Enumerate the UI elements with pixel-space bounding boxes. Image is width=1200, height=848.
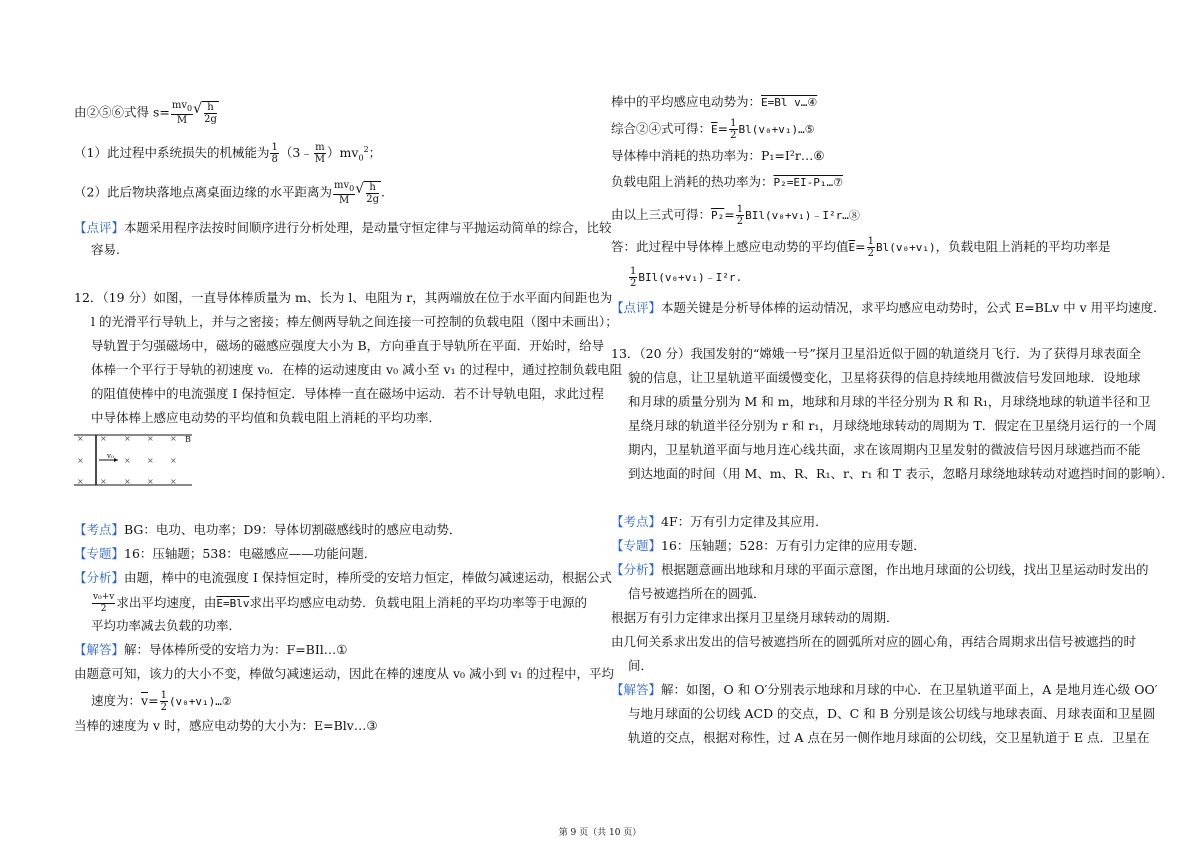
dianping-1: 【点评】本题采用程序法按时间顺序进行分析处理，是动量守恒定律与平抛运动简单的综合，比较 [74,220,612,235]
fenxi-12: 【分析】由题，棒中的电流强度 I 保持恒定时，棒所受的安培力恒定，棒做匀减速运动，根据公式 [74,570,612,585]
eq-5: 综合②④式可得：$\overline{E}=$ $\frac{1}{2}$ Bl(v₀+v₁)…⑤ [611,118,815,141]
svg-text:×: × [170,434,177,443]
svg-text:×: × [100,477,107,486]
svg-text:×: × [77,456,84,465]
svg-text:×: × [170,456,177,465]
sqrt-h-2g: √ $\frac{h}{2g}$ [202,101,219,125]
svg-text:×: × [170,477,177,486]
svg-text:×: × [147,456,154,465]
svg-text:B: B [185,435,191,444]
eq-8: 由以上三式可得：P₂= $\frac{1}{2}$ BIl(v₀+v₁)﹣I²r…⑧ [611,204,860,227]
kaodian-13: 【考点】4F：万有引力定律及其应用． [611,514,828,529]
dianping-12: 【点评】本题关键是分析导体棒的运动情况，求平均感应电动势时，公式 E=BLv 中 v 用平均速度． [611,300,1166,315]
jieda-13: 【解答】解：如图，O 和 O′分别表示地球和月球的中心．在卫星轨道平面上，A 是地月连心级 OO′ [611,682,1158,697]
frac-num: $mv_0$ [171,100,193,113]
fenxi-13: 【分析】根据题意画出地球和月球的平面示意图，作出地月球面的公切线，找出卫星运动时发出的 [611,562,1149,577]
svg-text:×: × [147,477,154,486]
svg-text:×: × [77,477,84,486]
rail-magnetic-field-figure [74,433,199,488]
answer-1: （1）此过程中系统损失的机械能为 $\frac{1}{8}$ （3﹣ $\frac{m}{M}$ ）$mv_0^2$； [74,142,382,166]
answer-12: 答：此过程中导体棒上感应电动势的平均值$\overline{E}=$ $\frac{1}{2}$ Bl(v₀+v₁)，负载电阻上消耗的平均功率是 [611,236,1111,259]
svg-text:v₀: v₀ [107,452,114,460]
fenxi-12-line2: $\frac{\text{v₀+v}}{2}$ 求出平均速度，由E=Blv求出平均感应电动势．负载电阻上消耗的平均功率等于电源的 [93,592,587,614]
svg-text:×: × [124,434,131,443]
zhuanti-13: 【专题】16：压轴题；528：万有引力定律的应用专题． [611,538,926,553]
svg-text:×: × [147,434,154,443]
answer-12-line2: $\frac{1}{2}$ BIl(v₀+v₁)﹣I²r. [630,266,743,289]
answer-2: （2）此后物块落地点离桌面边缘的水平距离为 $\frac{mv_0}{M}$ √ $\frac{h}{2g}$ . [74,180,385,206]
avg-velocity-eq: 速度为：$\overline{v}=$ $\frac{1}{2}$ (v₀+v₁)…② [91,690,232,713]
eq-6: 导体棒中消耗的热功率为：P₁=I²r…⑥ [611,148,825,163]
page-footer: 第 9 页（共 10 页） [558,828,642,838]
svg-text:×: × [100,434,107,443]
kaodian-12: 【考点】BG：电功、电功率；D9：导体切割磁感线时的感应电动势． [74,522,462,537]
svg-text:×: × [124,456,131,465]
eq-7: 负载电阻上消耗的热功率为：P₂=EI-P₁…⑦ [611,174,843,189]
svg-text:×: × [124,477,131,486]
zhuanti-12: 【专题】16：压轴题；538：电磁感应——功能问题． [74,546,377,561]
svg-text:×: × [77,434,84,443]
jieda-12: 【解答】解：导体棒所受的安培力为：F=BIl…① [74,642,348,657]
eq-4: 棒中的平均感应电动势为：E=Bl v…④ [611,94,818,109]
eq-s: 由②⑤⑥式得 s= $\frac{mv_0}{M}$ √ $\frac{h}{2g}$ [74,100,219,126]
